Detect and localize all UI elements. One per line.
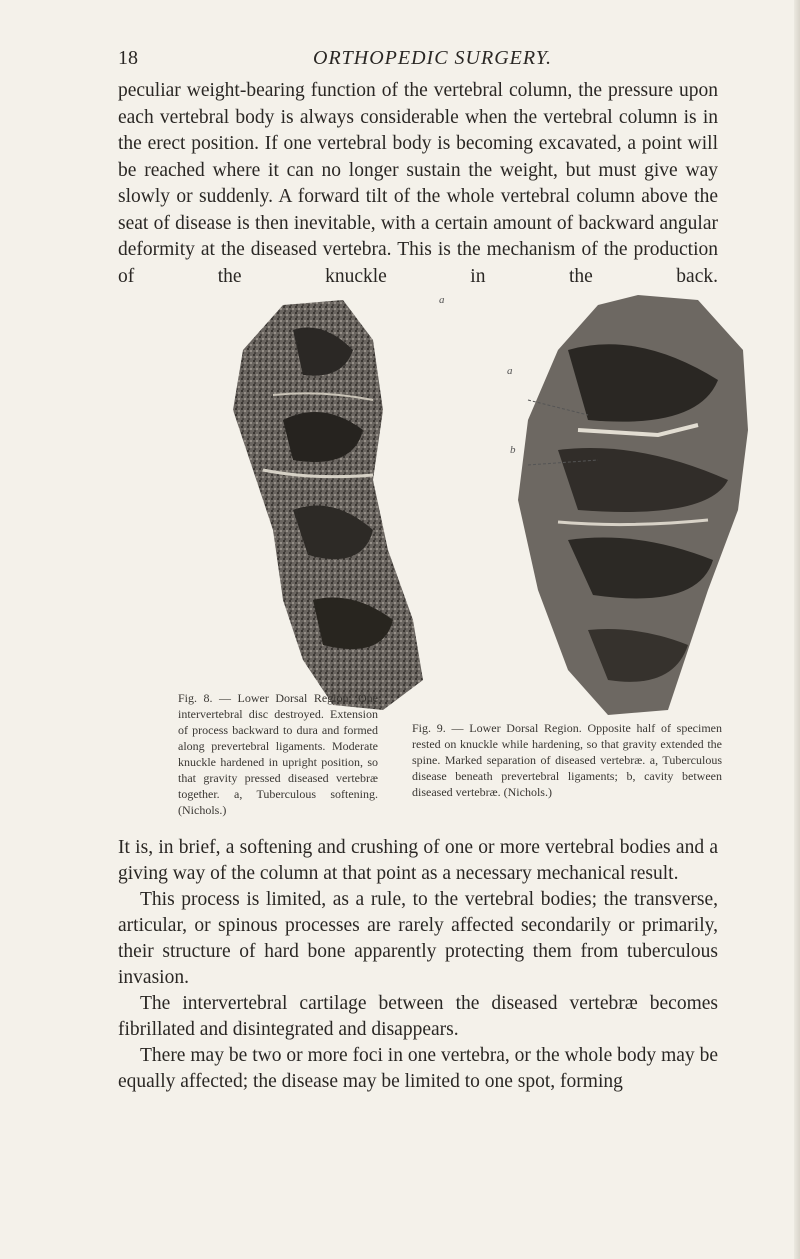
figure-9-label-b: b: [510, 444, 516, 456]
lower-text: [118, 835, 718, 1095]
figure-8-specimen-image: [223, 300, 433, 715]
figure-9-label-a: a: [507, 365, 513, 377]
paragraph-3: This process is limited, as a rule, to the vertebral bodies; the transverse, articular, or spinous processes are rarely affected secondarily or primarily, their structure of hard bone apparently protecting them from tuberculous invasion.: [118, 889, 718, 988]
page-edge: [794, 0, 800, 1259]
page-number: 18: [118, 47, 138, 69]
figures-block: [118, 290, 722, 850]
figure-9-caption: Fig. 9. — Lower Dorsal Region. Opposite half of specimen rested on knuckle while hardening, so that gravity extended the spine. Marked separation of diseased vertebræ. a, Tuberculous disease beneath prevertebral ligaments; b, cavity between diseased vertebræ. (Nichols.): [412, 721, 722, 799]
running-header: [118, 47, 708, 71]
figure-8-caption: Fig. 8. — Lower Dorsal Region. One intervertebral disc destroyed. Extension of process backward to dura and formed along prevertebral ligaments. Moderate knuckle hardened in upright position, so that gravity pressed diseased vertebræ together. a, Tuberculous softening. (Nichols.): [178, 691, 378, 817]
running-title: ORTHOPEDIC SURGERY.: [313, 47, 553, 69]
figure-9-specimen-image: [498, 290, 758, 720]
paragraph-5: There may be two or more foci in one vertebra, or the whole body may be equally affected; the disease may be limited to one spot, forming: [118, 1045, 718, 1092]
paragraph-4: The intervertebral cartilage between the diseased vertebræ becomes fibrillated and disintegrated and disappears.: [118, 993, 718, 1040]
paragraph-2: It is, in brief, a softening and crushing of one or more vertebral bodies and a giving way of the column at that point as a necessary mechanical result.: [118, 837, 718, 884]
figure-8-label-a: a: [439, 294, 445, 306]
paragraph-1: peculiar weight-bearing function of the vertebral column, the pressure upon each vertebral body is always considerable when the vertebral column is in the erect position. If one vertebral body is becoming excavated, a point will be reached where it can no longer sustain the weight, but must give way slowly or suddenly. A forward tilt of the whole vertebral column above the seat of disease is then inevitable, with a certain amount of backward angular deformity at the diseased vertebra. This is the mechanism of the production of the knuckle in the back.: [118, 80, 718, 287]
